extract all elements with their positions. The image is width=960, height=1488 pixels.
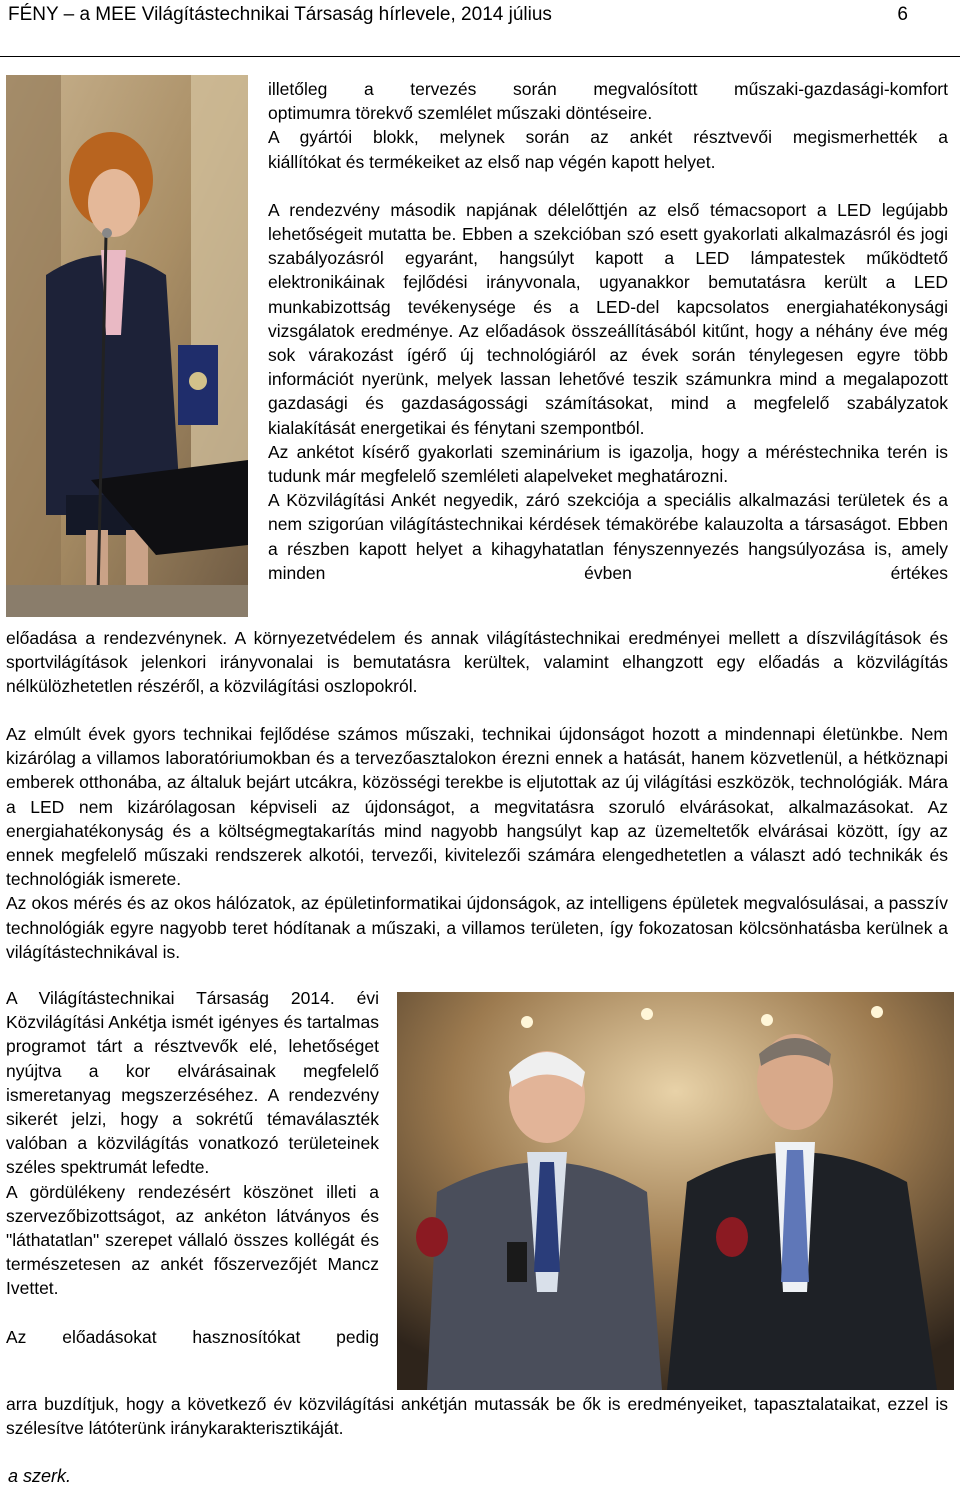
page-number: 6	[897, 4, 908, 25]
photo-woman-speaker-icon	[6, 75, 248, 617]
closing-section-continued	[6, 626, 948, 699]
signature: a szerk.	[8, 1466, 72, 1486]
intro-column	[268, 77, 948, 585]
paragraph-1-line-2: optimumra törekvő szemlélet műszaki döntéseire.	[268, 103, 653, 124]
summary-column	[6, 986, 379, 1349]
header-rule	[0, 56, 960, 57]
paragraph-smart-metering: Az okos mérés és az okos hálózatok, az épületinformatikai újdonságok, az intelligens épületek megvalósulásai, a passzív technológiák egyre nagyobb teret hódítanak a műszaki, a villamos területen, így fokozatosan kölcsönhatásba kerülnek a világítástechnikával is.	[6, 893, 948, 962]
page-header	[8, 3, 952, 27]
paragraph-thanks: A gördülékeny rendezésért köszönet illeti a szervezőbizottságot, az ankéton látványos és "láthatatlan" szerepet vállaló összes kollégát és természetesen az ankét főszervezőjét Mancz Ivettet.	[6, 1181, 379, 1299]
paragraph-encouragement: Az előadásokat hasznosítókat pedig	[6, 1326, 379, 1347]
paragraph-encouragement-cont: arra buzdítjuk, hogy a következő év közvilágítási ankétján mutassák be ők is eredményeiket, tapasztalataikat, ezzel is szélesítve látóterünk iránykarakterisztikáját.	[6, 1394, 948, 1439]
paragraph-closing-section-cont: előadása a rendezvénynek. A környezetvédelem és annak világítástechnikai eredményei mellett a díszvilágítások és sportvilágítások jelenkori irányvonalai is bemutatásra kerültek, valamint elhangzott egy előadás a közvilágítás nélkülözhetetlen részéről, a közvilágítási oszlopokról.	[6, 628, 948, 697]
encouragement-continued	[6, 1392, 948, 1440]
body-full-width	[6, 722, 948, 964]
paragraph-1-line-3: A gyártói blokk, melynek során az ankét résztvevői megismerhették a	[268, 127, 948, 148]
newsletter-title: FÉNY – a MEE Világítástechnikai Társaság hírlevele, 2014 július	[8, 4, 552, 25]
paragraph-summary: A Világítástechnikai Társaság 2014. évi Közvilágítási Ankétja ismét igényes és tartalmas programot tárt a résztvevők elé, lehetőséget nyújtva a kor elvárásainak megfelelő ismeretanyag megszerzéséhez. A rendezvény sikerét jelzi, hogy a sokrétű témaválaszték valóban a közvilágítás vonatkozó területeinek széles spektrumát lefedte.	[6, 988, 379, 1178]
paragraph-tech-development: Az elmúlt évek gyors technikai fejlődése számos műszaki, technikai újdonságot hozott a mindennapi életünkbe. Nem kizárólag a villamos laboratóriumokban és a tervezőasztalokon érezni ennek a hatását, hanem közvetlenül, a hétköznapi emberek otthonába, az általuk bejárt utcákra, közösségi terekbe is eljutottak az új világítási eszközök, technológiák. Mára a LED nem kizárólagosan képviseli az újdonságot, a megvitatásra szoruló elvárásokat, alkalmazásokat. Az energiahatékonyság és a költségmegtakarítás mind nagyobb hangsúlyt kap az üzemeltetők elvárásai között, így az ennek megfelelő műszaki rendszerek alkotói, tervezői, kivitelezői számára elengedhetetlen a választ adó technikák és technológiák ismerete.	[6, 724, 948, 890]
paragraph-1-line-4: kiállítókat és termékeiket az első nap végén kapott helyet.	[268, 151, 716, 172]
paragraph-1-line-1: illetőleg a tervezés során megvalósított műszaki-gazdasági-komfort	[268, 79, 948, 99]
photo-two-men-toasting-icon	[397, 992, 954, 1390]
paragraph-led: A rendezvény második napjának délelőttjén az első témacsoport a LED legújabb lehetőségeit mutatta be. Ebben a szekcióban szó esett gyakorlati alkalmazásról és jogi szabályozásról egyaránt, hangsúlyt kapott a LED lámpatestek működtető elektronikáinak fejlődési irányvonala, ugyanakkor bemutatásra került a LED munkabizottság tevékenysége és a LED-del kapcsolatos energiahatékonysági vizsgálatok eredménye. Az előadások összeállításából kitűnt, hogy a néhány éve még sok várakozást ígérő új technológiáról az évek során ténylegesen egyre több információt nyerünk, melyek lassan lehetővé teszik számunkra mind a megalapozott gazdasági és gazdaságossági számításokat, mind a megfelelő szabályzatok kialakítását energetikai és fénytani szempontból.	[268, 199, 948, 438]
paragraph-closing-section: A Közvilágítási Ankét negyedik, záró szekciója a speciális alkalmazási területek és a nem szigorúan világítástechnikai kérdések témakörébe kalauzolta a társaságot. Ebben a részben kapott helyet a kihagyhatatlan fényszennyezés hangsúlyozása is, amely minden évben értékes	[268, 490, 948, 583]
paragraph-seminar: Az ankétot kísérő gyakorlati szeminárium is igazolja, hogy a méréstechnika terén is tudunk már megfelelő szemléleti alapelveket meghatározni.	[268, 441, 948, 487]
